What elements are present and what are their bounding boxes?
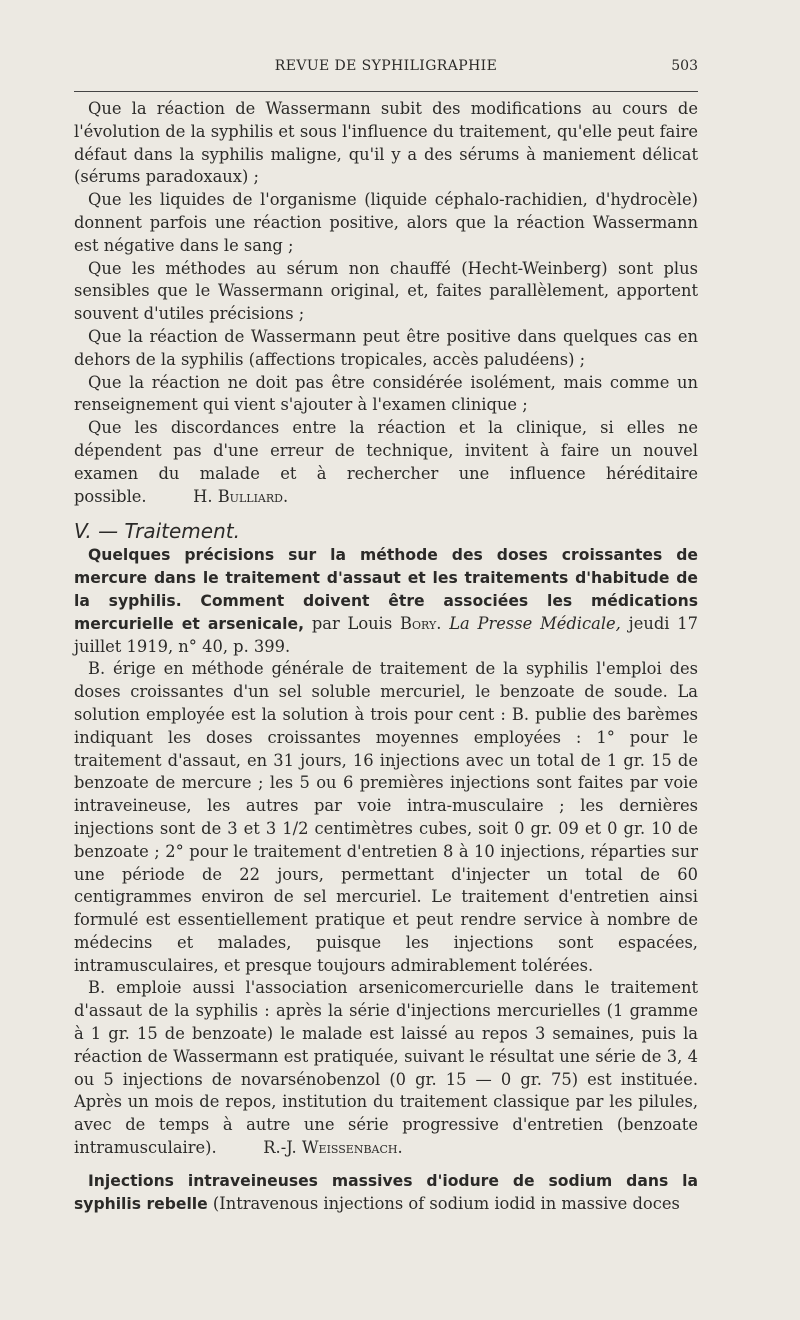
author-prefix: par Louis xyxy=(311,613,393,633)
article-paragraph: B. érige en méthode générale de traitement de la syphilis l'emploi des doses croissantes d'un sel soluble mercuriel, le benzoate de soude. La solution employée est la solution à trois pour cent : B. publie des barèmes indiquant les doses croissantes moyennes employées : 1° pour le traitement d'assaut, en 31 jours, 16 injections avec un total de 1 gr. 15 de benzoate de mercure ; les 5 ou 6 premières injections sont faites par voie intraveineuse, les autres par voie intra-musculaire ; les dernières injections sont de 3 et 3 1/2 centimètres cubes, soit 0 gr. 09 et 0 gr. 10 de benzoate ; 2° pour le traitement d'entretien 8 à 10 injections, réparties sur une période de 22 jours, permettant d'injecter un total de 60 centigrammes environ de sel mercuriel. Le traitement d'entretien ainsi formulé est essentiellement pratique et peut rendre service à nombre de médecins et malades, puisque les injections sont espacées, intramusculaires, et presque toujours admirablement tolérées. xyxy=(74,659,698,975)
article-title: Injections intraveineuses massives d'iodure de sodium dans la syphilis rebelle xyxy=(74,1171,698,1213)
author-signature: H. Bulliard. xyxy=(193,486,289,506)
conclusion-paragraph: Que la réaction de Wassermann subit des modifications au cours de l'évolution de la syphilis et sous l'influence du traitement, qu'elle peut faire défaut dans la syphilis maligne, qu'il y a des sérums à maniement délicat (sérums paradoxaux) ; xyxy=(74,99,698,187)
author-signature: R.-J. Weissenbach. xyxy=(263,1138,403,1158)
conclusion-paragraph: Que la réaction de Wassermann peut être positive dans quelques cas en dehors de la syphilis (affections tropicales, accès paludéens) ; xyxy=(74,326,698,369)
article-text: B. emploie aussi l'association arsenicomercurielle dans le traitement d'assaut de la syphilis : après la série d'injections mercurielles (1 gramme à 1 gr. 15 de benzoate) le malade est laissé au repos 3 semaines, puis la réaction de Wassermann est pratiquée, suivant le résultat une série de 3, 4 ou 5 injections de novarsénobenzol (0 gr. 15 — 0 gr. 75) est instituée. Après un mois de repos, institution du traitement classique par les pilules, avec de temps à autre une série progressive d'entretien (benzoate intramusculaire). xyxy=(74,978,698,1158)
article-author: Bory. xyxy=(400,613,442,633)
page-number: 503 xyxy=(671,58,698,74)
conclusion-paragraph-last xyxy=(74,417,698,508)
publication-date: jeudi 17 juillet 1919, n° 40, p. 399. xyxy=(74,613,698,656)
running-header xyxy=(74,58,698,82)
article-heading xyxy=(74,1170,698,1216)
article-heading xyxy=(74,544,698,658)
article-subtitle: (Intravenous injections of sodium iodid in massive doces xyxy=(212,1193,680,1213)
section-heading: V. — Traitement. xyxy=(74,519,240,544)
header-rule xyxy=(74,91,698,92)
conclusion-paragraph: Que la réaction ne doit pas être considérée isolément, mais comme un renseignement qui vient s'ajouter à l'examen clinique ; xyxy=(74,372,698,415)
page-body xyxy=(74,98,698,1215)
article-title: Quelques précisions sur la méthode des doses croissantes de mercure dans le traitement d'assaut et les traitements d'habitude de la syphilis. Comment doivent être associées les médications mercurielle et arsenicale, xyxy=(74,546,698,633)
article-paragraph-last xyxy=(74,977,698,1159)
journal-name: La Presse Médicale, xyxy=(449,613,621,633)
conclusion-text: Que les discordances entre la réaction et la clinique, si elles ne dépendent pas d'une erreur de technique, invitent à faire un nouvel examen du malade et à rechercher une influence héréditaire possible. xyxy=(74,418,698,506)
conclusion-paragraph: Que les méthodes au sérum non chauffé (Hecht-Weinberg) sont plus sensibles que le Wassermann original, et, faites parallèlement, apportent souvent d'utiles précisions ; xyxy=(74,258,698,324)
running-title: REVUE DE SYPHILIGRAPHIE xyxy=(274,58,498,74)
conclusion-paragraph: Que les liquides de l'organisme (liquide céphalo-rachidien, d'hydrocèle) donnent parfois une réaction positive, alors que la réaction Wassermann est négative dans le sang ; xyxy=(74,190,698,255)
